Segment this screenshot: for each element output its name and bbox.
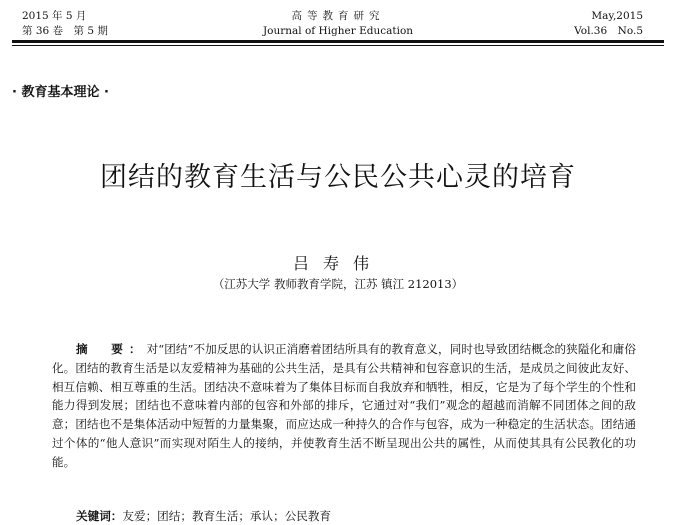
keywords-text: 友爱；团结；教育生活；承认；公民教育: [122, 509, 332, 523]
keywords: [76, 508, 331, 524]
author-name: 吕寿伟: [292, 254, 383, 273]
abstract-label: 摘 要：: [76, 342, 147, 356]
abstract: [52, 340, 636, 472]
issue-volume-en: Vol.36 No.5: [574, 25, 643, 37]
section-label: · 教育基本理论 ·: [12, 85, 109, 100]
author-affiliation: （江苏大学 教师教育学院，江苏 镇江 212013）: [212, 277, 464, 291]
journal-header: [0, 0, 676, 46]
header-rule-thick: [12, 40, 664, 43]
issue-date-cn: 2015 年 5 月: [22, 10, 87, 22]
article-title: 团结的教育生活与公民公共心灵的培育: [100, 162, 576, 193]
abstract-text: 对“团结”不加反思的认识正消磨着团结所具有的教育意义，同时也导致团结概念的狭隘化和庸俗化。团结的教育生活是以友爱精神为基础的公共生活，是具有公共精神和包容意识的生活，是成员之间彼此友好、相互信赖、相互尊重的生活。团结决不意味着为了集体目标而自我放弃和牺牲，相反，它是为了每个学生的个性和能力得到发展；团结也不意味着内部的包容和外部的排斥，它通过对“我们”观念的超越而消解不同团体之间的敌意；团结也不是集体活动中短暂的力量集聚，而应达成一种持久的合作与包容，成为一种稳定的生活状态。团结通过个体的“他人意识”而实现对陌生人的接纳，并使教育生活不断呈现出公共的属性，从而使其具有公民教化的功能。: [52, 342, 636, 469]
header-rule-thin: [12, 45, 664, 46]
journal-name-en: Journal of Higher Education: [262, 25, 414, 37]
issue-volume-cn: 第 36 卷 第 5 期: [22, 25, 108, 37]
issue-date-en: May,2015: [591, 10, 643, 22]
keywords-label: 关键词：: [76, 509, 123, 523]
journal-name-cn: 高等教育研究: [291, 10, 385, 22]
